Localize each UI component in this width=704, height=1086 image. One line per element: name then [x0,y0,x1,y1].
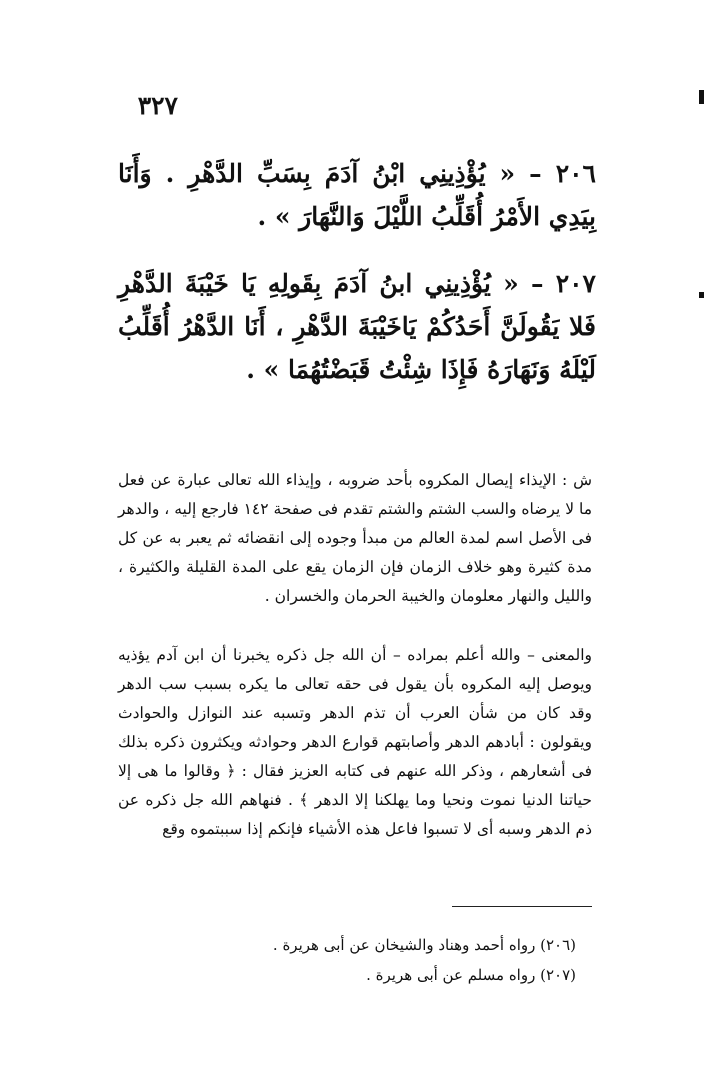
hadith-206-text: – « يُؤْذِينِي ابْنُ آدَمَ بِسَبِّ الدَّهْرِ . وَأَنَا بِيَدِي الأَمْرُ أُقَلِّبُ اللَّيْلَ وَالنَّهَارَ » . [118,159,596,231]
hadith-207-text: – « يُؤْذِينِي ابنُ آدَمَ بِقَولِهِ يَا خَيْبَةَ الدَّهْرِ فَلا يَقُولَنَّ أَحَدُكُمْ يَاخَيْبَةَ الدَّهْرِ ، أَنَا الدَّهْرُ أُقَلِّبُ لَيْلَهُ وَنَهَارَهُ فَإِذَا شِئْتُ قَبَضْتُهُمَا » . [118,269,596,384]
footnote-207: (٢٠٧) رواه مسلم عن أبى هريرة . [366,966,576,984]
footnote-206: (٢٠٦) رواه أحمد وهناد والشيخان عن أبى هريرة . [272,936,576,954]
commentary-paragraph-1: ش : الإيذاء إيصال المكروه بأحد ضروبه ، وإيذاء الله تعالى عبارة عن فعل ما لا يرضاه والسب الشتم والشتم تقدم فى صفحة ١٤٢ فارجع إليه ، والدهر فى الأصل اسم لمدة العالم من مبدأ وجوده إلى انقضائه ثم يعبر به عن كل مدة كثيرة وهو خلاف الزمان فإن الزمان يقع على المدة القليلة والكثيرة ، والليل والنهار معلومان والخيبة الحرمان والخسران . [118,470,593,605]
hadith-207 [118,262,596,391]
page-number: ٣٢٧ [137,91,178,120]
hadith-206-number: ٢٠٦ [555,159,596,188]
hadith-206 [118,152,596,238]
footnote-separator [452,906,592,907]
commentary-paragraph-2: والمعنى – والله أعلم بمراده – أن الله جل ذكره يخبرنا أن ابن آدم يؤذيه ويوصل إليه المكروه بأن يقول فى حقه تعالى ما يكره بسبب سب الدهر وقد كان من شأن العرب أن تذم الدهر وتسبه عند النوازل والحوادث ويقولون : أبادهم الدهر وأصابتهم قوارع الدهر وحوادثه ويكثرون ذكره بذلك فى أشعارهم ، وذكر الله عنهم فى كتابه العزيز فقال : ﴿ وقالوا ما هى إلا حياتنا الدنيا نموت ونحيا وما يهلكنا إلا الدهر ﴾ . فنهاهم الله جل ذكره عن ذم الدهر وسبه أى لا تسبوا فاعل هذه الأشياء فإنكم إذا سببتموه وقع [118,645,592,838]
hadith-207-number: ٢٠٧ [555,269,596,298]
scan-edge-mark [699,90,704,104]
scan-edge-mark [699,292,704,298]
footnotes [136,930,576,990]
